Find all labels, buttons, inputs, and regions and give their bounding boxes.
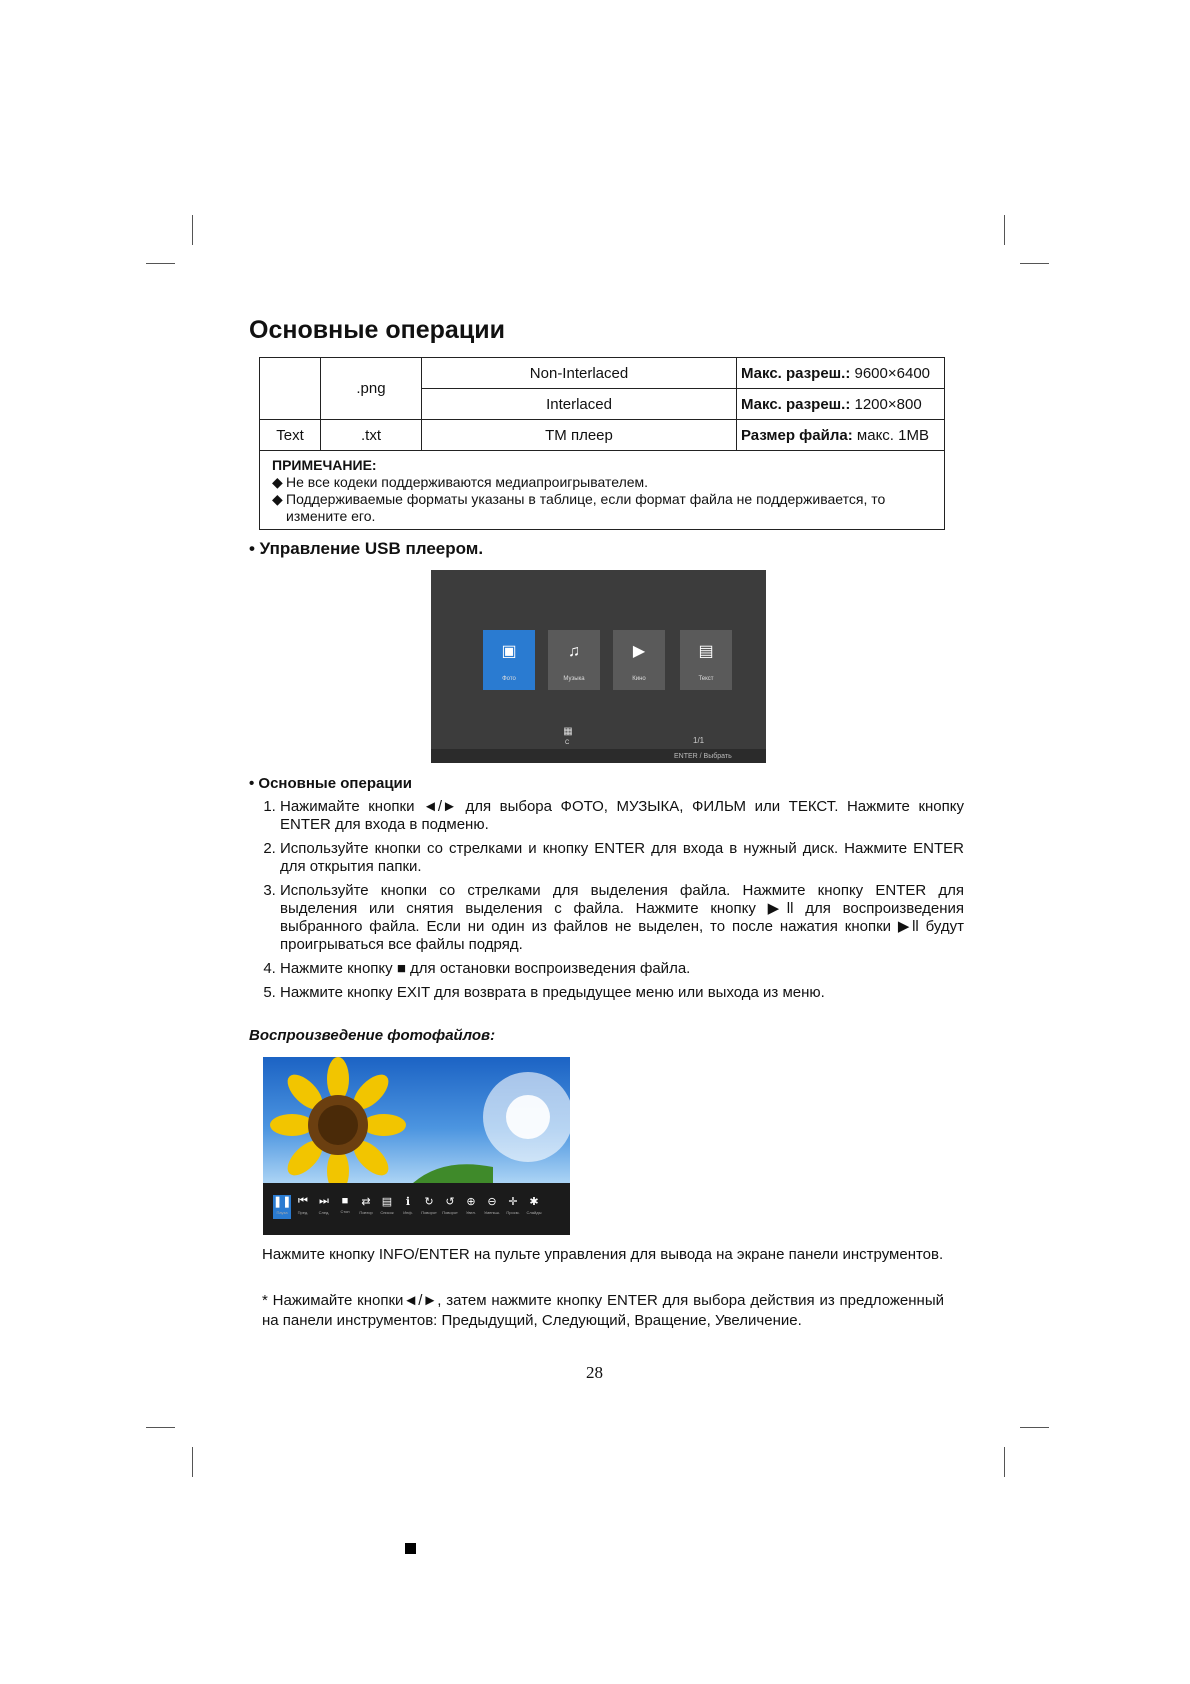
crop-mark [1004,215,1005,245]
toolbar-label: Поворот [421,1210,437,1215]
crop-mark [146,1427,175,1428]
prev-button[interactable] [294,1195,312,1219]
table-cell: .txt [321,420,422,451]
stop-button[interactable] [336,1195,354,1219]
crop-mark [1020,263,1049,264]
move-button[interactable] [504,1195,522,1219]
note-text: Поддерживаемые форматы указаны в таблице, если формат файла не поддерживается, то измените его. [286,491,886,524]
tile-photo[interactable] [483,630,535,690]
list-item: 1. Нажимайте кнопки ◄/► для выбора ФОТО, МУЗЫКА, ФИЛЬМ или ТЕКСТ. Нажмите кнопку ENTER для входа в подменю. [280,798,964,834]
rotate-left-button[interactable] [441,1195,459,1219]
zoom-out-button[interactable] [483,1195,501,1219]
table-cell: Text [260,420,321,451]
table-cell [737,420,945,451]
info-button[interactable] [399,1195,417,1219]
table-row [260,358,945,389]
toolbar-label: След. [318,1210,330,1215]
zoom-in-button[interactable] [462,1195,480,1219]
tile-label: Музыка [563,676,585,682]
toolbar-label: Поворот [442,1210,458,1215]
toolbar-label: Стоп [340,1209,350,1214]
toolbar-label: Пред. [297,1210,309,1215]
photo-toolbar [263,1183,570,1235]
toolbar-label: Увел. [466,1210,476,1215]
music-icon: ♫ [568,643,580,660]
list-item: 3. Используйте кнопки со стрелками для выделения файла. Нажмите кнопку ENTER для выделения или снятия выделения с файла. Нажмите кнопку ▶ll для воспроизведения выбранного файла. Если ни один из файлов не выделен, то после нажатия кнопки ▶ll будут проигрываться все файлы подряд. [280,882,964,954]
note-text: Не все кодеки поддерживаются медиапроигрывателем. [286,474,649,490]
rotate-right-button[interactable] [420,1195,438,1219]
diamond-bullet-icon: ◆ [272,491,283,507]
pause-button[interactable] [273,1195,291,1219]
table-cell [737,389,945,420]
stop-icon: ■ [341,1195,349,1207]
formats-table [259,357,945,530]
table-cell: Interlaced [422,389,737,420]
note-title: ПРИМЕЧАНИЕ: [272,457,377,473]
square-mark [405,1543,416,1554]
cell-key: Макс. разреш.: [741,395,851,413]
page-title: Основные операции [249,316,505,344]
crop-mark [192,215,193,245]
steps-list [260,798,964,1008]
move-icon: ✛ [508,1196,518,1208]
text-icon: ▤ [698,643,714,660]
info-icon: ℹ [405,1196,411,1208]
table-cell: .png [321,358,422,420]
disk-label: C [565,740,570,746]
ops-section-title: • Основные операции [249,775,412,792]
info-paragraph: Нажмите кнопку INFO/ENTER на пульте управления для вывода на экране панели инструментов. [262,1246,944,1263]
toolbar-label: Инф. [403,1210,413,1215]
film-icon: ▶ [632,643,646,660]
star-paragraph: * Нажимайте кнопки◄/►, затем нажмите кнопку ENTER для выбора действия из предложенный на панели инструментов: Предыдущий, Следующий, Вращение, Увеличение. [262,1292,944,1329]
tile-label: Кино [632,676,646,682]
tile-label: Фото [502,676,516,682]
page-indicator: 1/1 [693,736,705,745]
list-item: 5. Нажмите кнопку EXIT для возврата в предыдущее меню или выхода из меню. [280,984,964,1002]
cell-value: 1200×800 [854,395,922,413]
list-item: 2. Используйте кнопки со стрелками и кнопку ENTER для входа в нужный диск. Нажмите ENTER для открытия папки. [280,840,964,876]
zoom-in-icon: ⊕ [466,1196,476,1208]
photo-section-title: Воспроизведение фотофайлов: [249,1027,496,1044]
settings-icon: ✱ [529,1196,539,1208]
prev-icon: ⏮ [298,1195,308,1207]
page-number: 28 [586,1363,603,1382]
next-button[interactable] [315,1195,333,1219]
repeat-icon: ⇄ [361,1196,371,1208]
settings-button[interactable] [525,1195,543,1219]
table-cell: Non-Interlaced [422,358,737,389]
pause-icon: ❚❚ [273,1196,292,1208]
tile-film[interactable] [613,630,665,690]
tile-label: Текст [698,676,714,682]
table-cell: TM плеер [422,420,737,451]
photo-icon: ▣ [501,643,517,660]
repeat-button[interactable] [357,1195,375,1219]
next-icon: ⏭ [319,1195,329,1207]
usb-section-title: • Управление USB плеером. [249,539,484,558]
rotate-left-icon: ↺ [445,1196,455,1208]
crop-mark [146,263,175,264]
toolbar-label: Повтор [359,1210,373,1215]
list-icon: ▤ [381,1196,393,1208]
table-row [260,420,945,451]
toolbar-label: Просм. [506,1210,520,1215]
table-cell [737,358,945,389]
list-item: 4. Нажмите кнопку ■ для остановки воспроизведения файла. [280,960,964,978]
crop-mark [192,1447,193,1477]
cell-value: макс. 1MB [856,426,929,444]
cell-key: Макс. разреш.: [741,364,851,382]
toolbar-label: Слайды [526,1210,542,1215]
toolbar-label: Пауза [276,1210,288,1215]
table-cell [260,358,321,420]
usb-hint: ENTER / Выбрать [674,753,732,760]
note-cell [260,451,945,530]
list-button[interactable] [378,1195,396,1219]
toolbar-label: Уменьш. [484,1210,500,1215]
zoom-out-icon: ⊖ [487,1196,497,1208]
crop-mark [1020,1427,1049,1428]
note-item [272,491,932,525]
toolbar-label: Список [380,1210,394,1215]
photo-preview [263,1057,570,1235]
cell-key: Размер файла: [741,426,853,444]
note-item [272,474,932,491]
note-row [260,451,945,530]
tile-text[interactable] [680,630,732,690]
disk-icon[interactable]: ▦ [563,726,573,737]
cell-value: 9600×6400 [854,364,930,382]
diamond-bullet-icon: ◆ [272,474,283,490]
crop-mark [1004,1447,1005,1477]
rotate-right-icon: ↻ [424,1196,434,1208]
tile-music[interactable] [548,630,600,690]
usb-player-screen [431,570,766,763]
